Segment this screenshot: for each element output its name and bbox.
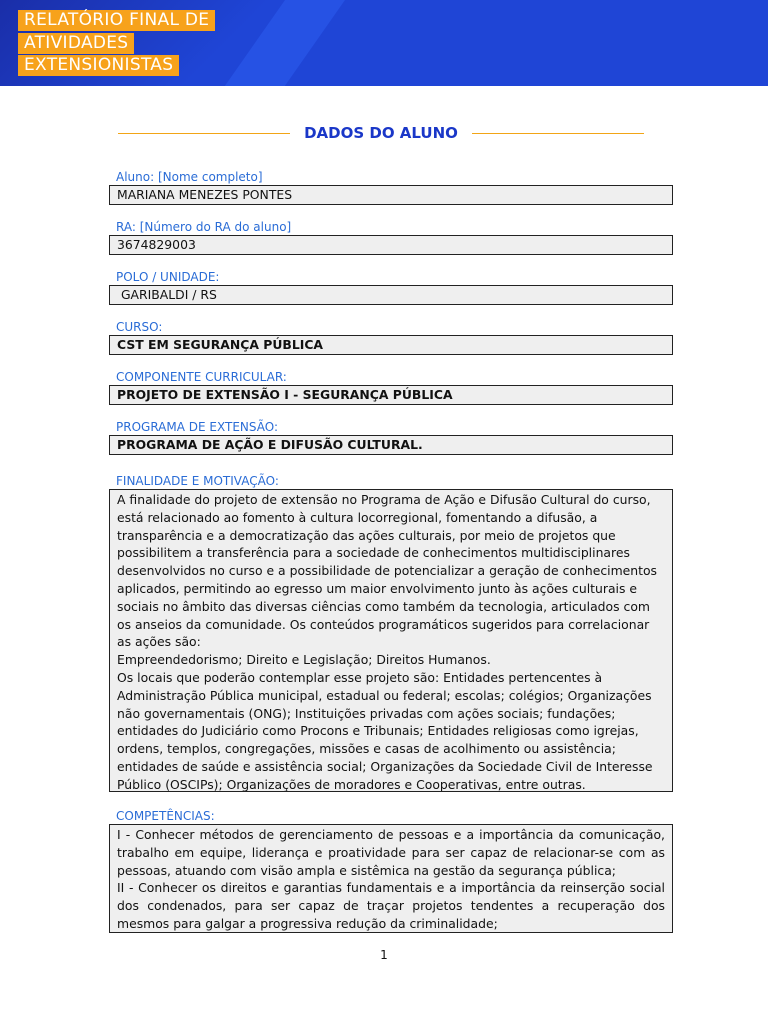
banner-title-line-2: ATIVIDADES bbox=[18, 33, 134, 54]
programa-label: PROGRAMA DE EXTENSÃO: bbox=[116, 420, 278, 434]
ra-label: RA: [Número do RA do aluno] bbox=[116, 220, 292, 234]
componente-value[interactable]: PROJETO DE EXTENSÃO I - SEGURANÇA PÚBLICA bbox=[109, 385, 673, 405]
section-title: DADOS DO ALUNO bbox=[304, 124, 458, 142]
banner-title-line-1: RELATÓRIO FINAL DE bbox=[18, 10, 215, 31]
finalidade-paragraph: Empreendedorismo; Direito e Legislação; Direitos Humanos. bbox=[117, 652, 491, 668]
polo-label: POLO / UNIDADE: bbox=[116, 270, 220, 284]
header-banner bbox=[0, 0, 768, 86]
competencias-paragraph: I - Conhecer métodos de gerenciamento de pessoas e a importância da comunicação, trabalho em equipe, liderança e proatividade para ser capaz de relacionar-se com as pessoas, atuando com visão ampla e sistêmica na gestão da segurança pública; bbox=[117, 827, 665, 878]
page-number: 1 bbox=[380, 948, 388, 962]
curso-label: CURSO: bbox=[116, 320, 163, 334]
finalidade-paragraph: A finalidade do projeto de extensão no Programa de Ação e Difusão Cultural do curso, está relacionado ao fomento à cultura locorregional, fomentando a difusão, a transparência e a democratização das ações culturais, por meio de projetos que possibilitem a transferência para a sociedade de conhecimentos multidisciplinares desenvolvidos no curso e a possibilidade de potencializar a geração de conhecimentos aplicados, permitindo ao egresso um maior envolvimento junto às ações culturais e sociais no âmbito das diversas ciências como também da tecnologia, articulados com os anseios da comunidade. Os conteúdos programáticos sugeridos para correlacionar as ações são: bbox=[117, 492, 658, 650]
competencias-paragraph: II - Conhecer os direitos e garantias fundamentais e a importância da reinserção social dos condenados, para ser capaz de traçar projetos tendentes a recuperação dos mesmos para galgar a progressiva redução da criminalidade; bbox=[117, 880, 665, 931]
field-competencias bbox=[109, 808, 673, 933]
field-finalidade bbox=[109, 473, 673, 792]
field-programa bbox=[109, 419, 673, 455]
competencias-value[interactable] bbox=[109, 824, 673, 933]
aluno-label: Aluno: [Nome completo] bbox=[116, 170, 263, 184]
aluno-value[interactable]: MARIANA MENEZES PONTES bbox=[109, 185, 673, 205]
field-ra bbox=[109, 219, 673, 255]
field-polo bbox=[109, 269, 673, 305]
banner-title-line-3-wrap bbox=[18, 55, 179, 76]
finalidade-label: FINALIDADE E MOTIVAÇÃO: bbox=[116, 474, 279, 488]
componente-label: COMPONENTE CURRICULAR: bbox=[116, 370, 287, 384]
field-curso bbox=[109, 319, 673, 355]
banner-title-line-2-wrap bbox=[18, 33, 134, 54]
banner-title-line-1-wrap bbox=[18, 10, 215, 31]
finalidade-paragraph: Os locais que poderão contemplar esse projeto são: Entidades pertencentes à Administração Pública municipal, estadual ou federal; escolas; colégios; Organizações não governamentais (ONG); Instituições privadas com ações sociais; fundações; entidades do Judiciário como Procons e Tribunais; Entidades religiosas como igrejas, ordens, templos, congregações, missões e casas de acolhimento ou assistência; entidades de saúde e assistência social; Organizações da Sociedade Civil de Interesse Público (OSCIPs); Organizações de moradores e Cooperativas, entre outras. bbox=[117, 669, 653, 792]
section-rule-right bbox=[472, 133, 644, 134]
polo-value[interactable]: GARIBALDI / RS bbox=[109, 285, 673, 305]
programa-value[interactable]: PROGRAMA DE AÇÃO E DIFUSÃO CULTURAL. bbox=[109, 435, 673, 455]
section-rule-left bbox=[118, 133, 290, 134]
banner-title-line-3: EXTENSIONISTAS bbox=[18, 55, 179, 76]
curso-value[interactable]: CST EM SEGURANÇA PÚBLICA bbox=[109, 335, 673, 355]
ra-value[interactable]: 3674829003 bbox=[109, 235, 673, 255]
finalidade-value[interactable] bbox=[109, 489, 673, 792]
field-aluno bbox=[109, 169, 673, 205]
competencias-label: COMPETÊNCIAS: bbox=[116, 809, 215, 823]
field-componente bbox=[109, 369, 673, 405]
section-header bbox=[110, 122, 674, 144]
